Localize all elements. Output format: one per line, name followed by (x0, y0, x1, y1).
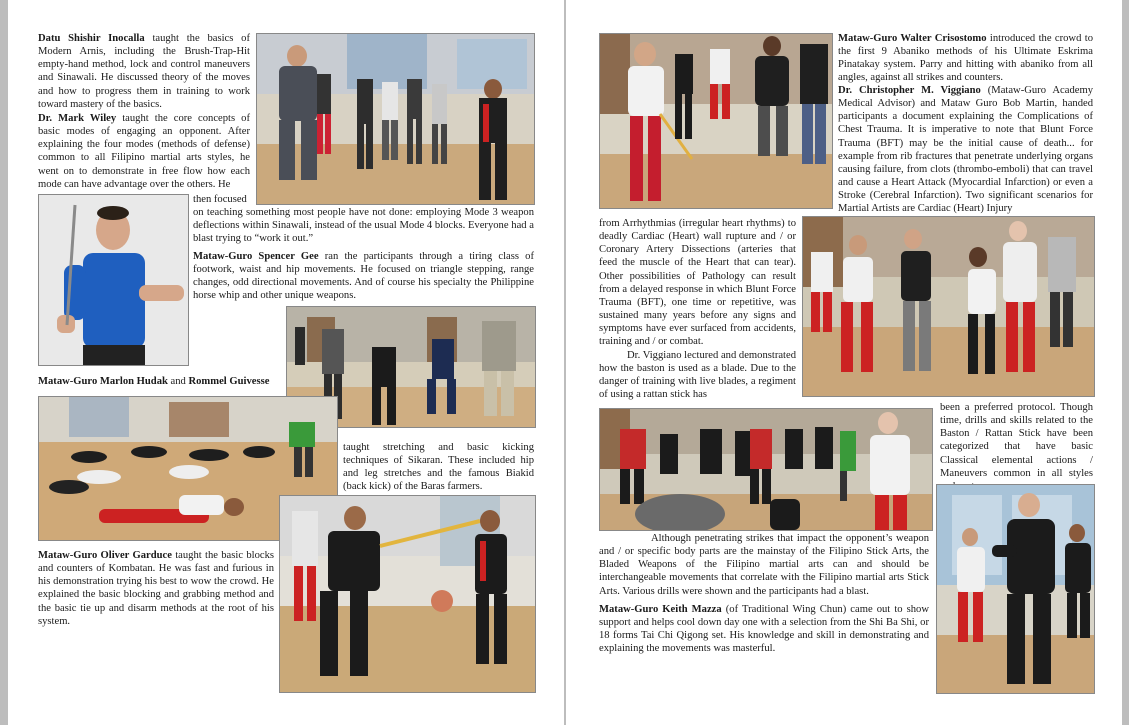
wiley-name: Dr. Mark Wiley (38, 113, 117, 124)
inocalla-text: taught the basics of Modern Arnis, including the Brush-Trap-Hit empty-hand method, lock and control maneuvers and Sinawali. He discussed theory of the moves and how to progress them in training to work toward mastery of the basics. (38, 33, 250, 110)
tai-chi-photo (936, 484, 1095, 694)
wiley-continued-2: on teaching something most people have not done: employing Mode 3 weapon deflections within Sinawali, instead of the usual Mode 4 blocks. Everyone had a blast trying to “work it out.” (193, 207, 534, 245)
gee-paragraph (193, 250, 534, 303)
garduce-name: Mataw-Guro Oliver Garduce (38, 550, 172, 561)
bladed-weapons-paragraph (599, 532, 929, 598)
mazza-name: Mataw-Guro Keith Mazza (599, 604, 722, 615)
viggiano-paragraph (838, 84, 1093, 216)
guivesse-name: Rommel Guivesse (188, 376, 270, 387)
group-class-photo (256, 33, 535, 205)
training-hall-photo (599, 408, 933, 531)
wiley-paragraph (38, 112, 250, 191)
wiley-text: taught the core concepts of basic modes of engaging an opponent. After explaining the four modes (methods of defense) common to all Filipino martial arts styles, he went on to demonstrate in free flow how each mode can have advantage over the others. He (38, 113, 251, 190)
viggiano-baston-text: Dr. Viggiano lectured and demonstrated how the baston is used as a blade. Due to the danger of training with live blades, a regiment of using a rattan stick has (599, 350, 796, 401)
mazza-text: (of Traditional Wing Chun) came out to show support and helps cool down day one with a selection from the Shi Ba Shi, or 18 forms Tai Chi Qigong set. His knowledge and skill in demonstrating and explaining the movements was masterful. (599, 604, 929, 655)
abaniko-demo-photo (599, 33, 833, 209)
viggiano-text: (Mataw-Guro Academy Medical Advisor) and Mataw Guro Bob Martin, handed participants a document explaining the Complications of Chest Trauma. It is imperative to note that Blunt Force Trauma (BFT) may be the initial cause of death... for example from rib fractures that penetrate underlying organs causing failure, from clots (thrombo-emboli) that can travel and cause a Heart Attack (Myocardial Infarction) or even a Stroke (Cerebral Infarction). Two significant scenarios for Martial Artists are Cardiac (Heart) Injury (838, 85, 1093, 215)
garduce-paragraph (38, 549, 274, 628)
inocalla-paragraph (38, 32, 250, 111)
crisostomo-name: Mataw-Guro Walter Crisostomo (838, 33, 987, 44)
crisostomo-paragraph (838, 32, 1093, 85)
mark-wiley-portrait (38, 194, 189, 366)
hudak-name: Mataw-Guro Marlon Hudak (38, 376, 168, 387)
baston-continued: been a preferred protocol. Though time, drills and skills related to the Baston / Rattan Stick have been categorized that have basic Classical elemental actions / Maneuvers common in all styles (940, 402, 1093, 479)
hudak-heading (38, 375, 288, 388)
inocalla-name: Datu Shishir Inocalla (38, 33, 145, 44)
baston-drill-photo (802, 216, 1095, 397)
viggiano-continued: from Arrhythmias (irregular heart rhythms) to deadly Cardiac (Heart) wall rupture and / or Coronary Artery Dissections (arteries that feed the muscle of the Heart that can tear). Other possibilities of Pathology can result from a delayed response in which Blunt Force Trauma (BFT), one time or repetitive, was sustained many years before any signs and symptoms have ever surfaced from accidents, training and / or combat. (599, 218, 796, 348)
kombatan-demo-photo (279, 495, 536, 693)
garduce-text: taught the basic blocks and counters of Kombatan. He was fast and furious in his demonstration trying his best to wow the crowd. He explained the basic blocking and grabbing method and the basic tie up and disarm methods at the root of his system. (38, 550, 274, 627)
hudak-paragraph: taught stretching and basic kicking techniques of Sikaran. These included hip and leg stretches and the famous Biakid (back kick) of the Baras farmers. (343, 442, 534, 493)
hudak-and: and (167, 376, 189, 387)
mazza-paragraph (599, 603, 929, 656)
gee-name: Mataw-Guro Spencer Gee (193, 251, 319, 262)
wiley-continued-1: then focused (193, 194, 247, 205)
gee-text: ran the participants through a tiring class of footwork, waist and hip movements. He focused on triangle stepping, range changes, odd directional movements. And of course his specialty the Philippine horse whip and other unique weapons. (193, 251, 534, 302)
viggiano-name: Dr. Christopher M. Viggiano (838, 85, 981, 96)
crisostomo-text: introduced the crowd to the first 9 Abaniko methods of his Ultimate Eskrima Pinatakay system. Parry and hitting with abaniko from all angles, against all strikes and counters. (838, 33, 1093, 84)
viggiano-baston-paragraph (599, 349, 796, 402)
bladed-weapons-text: Although penetrating strikes that impact the opponent’s weapon and / or specific body parts are the mainstay of the Filipino Stick Arts, the Bladed Weapons of the Filipino martial arts can and should be interchangeable movements that correlate with the Filipino martial arts Stick Arts. Various drills were shown and the participants had a blast. (599, 533, 929, 597)
